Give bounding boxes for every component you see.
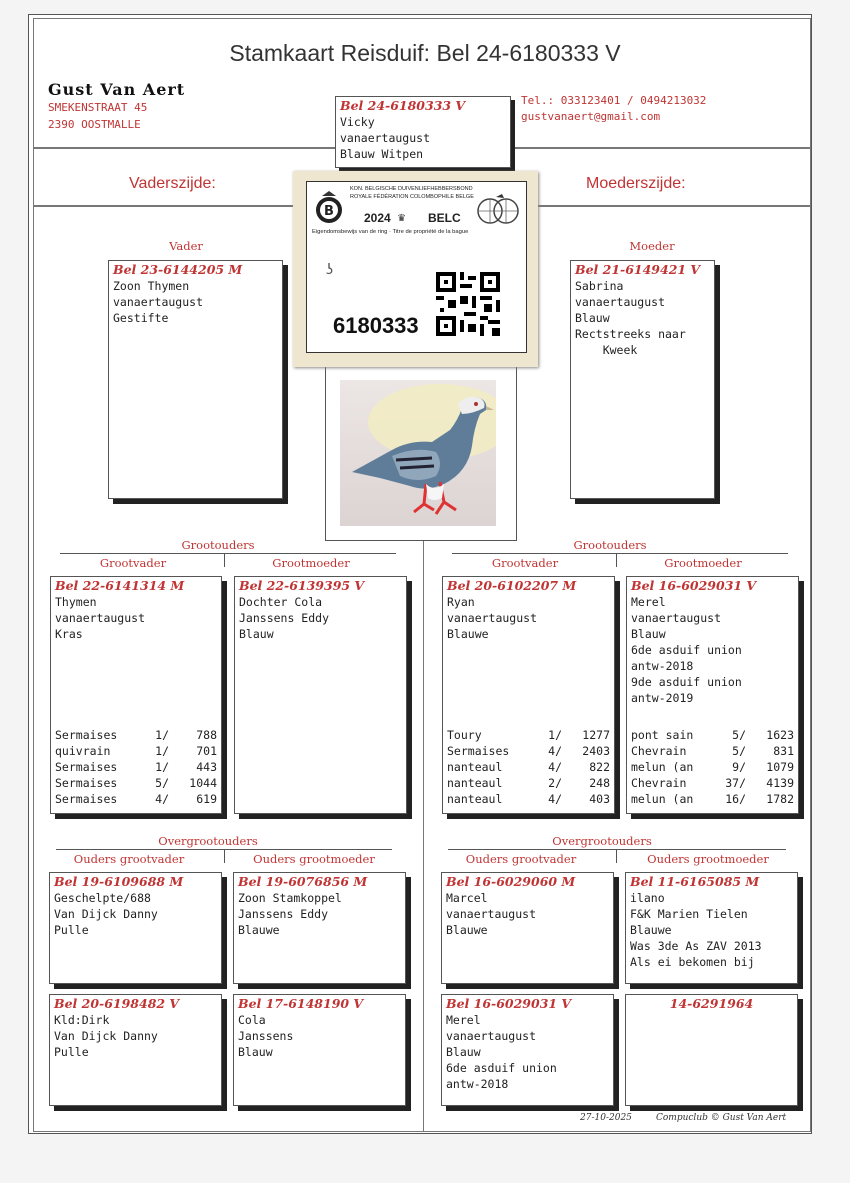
label-ouders-gm-father: Ouders grootmoeder [253,852,375,866]
pigeon-info-line: Vicky [340,115,375,129]
result-count: 619 [196,792,217,806]
great-grandparent-card-fff [49,872,222,984]
result-position: 16/ [725,792,746,806]
page-title: Stamkaart Reisduif: Bel 24-6180333 V [229,40,621,66]
results-list [631,727,794,807]
info-line: Als ei bekomen bij [630,955,755,969]
underline-gp-mother [452,553,788,554]
info-line: Sabrina [575,279,624,293]
info-line: Rectstreeks naar [575,327,686,341]
pigeon-info [336,114,510,162]
result-position: 5/ [732,728,746,742]
label-grootvader-father: Grootvader [99,556,167,570]
result-row [447,775,610,791]
result-count: 248 [589,776,610,790]
result-position: 4/ [155,792,169,806]
info-line: vanaertaugust [446,907,537,921]
results-list [447,727,610,807]
info-line: 9de asduif union [631,675,742,689]
info-line: Thymen [55,595,97,609]
great-grandparent-card-fmm [233,994,406,1106]
cert-number: 6180333 [333,313,419,338]
result-place: Sermaises [55,728,118,742]
footer-credit: Compuclub © Gust Van Aert [656,1113,787,1123]
info-line: Blauw [631,627,666,641]
footer-date: 27-10-2025 [580,1113,632,1123]
owner-street: SMEKENSTRAAT 45 [48,101,148,114]
result-count: 2403 [582,744,610,758]
result-position: 4/ [548,792,562,806]
owner-email: gustvanaert@gmail.com [521,110,661,123]
label-overgrootouders-mother: Overgrootouders [552,834,652,848]
cert-code: BELC [428,211,461,225]
info-line: vanaertaugust [631,611,722,625]
info-line: antw-2019 [631,691,694,705]
info-line: vanaertaugust [446,1029,537,1043]
father-side-label: Vaderszijde: [129,175,216,192]
info-line: 6de asduif union [446,1061,557,1075]
result-count: 701 [196,744,217,758]
ring-number: Bel 16-6029060 M [446,874,576,889]
result-count: 1782 [766,792,794,806]
info-line: vanaertaugust [113,295,204,309]
owner-name: Gust Van Aert [48,80,186,99]
ring-number: Bel 19-6076856 M [238,874,368,889]
info-line: 6de asduif union [631,643,742,657]
label-ouders-gv-father: Ouders grootvader [73,852,185,866]
label-ouders-gv-mother: Ouders grootvader [465,852,577,866]
result-row [447,791,610,807]
underline-gp-father [60,553,396,554]
result-row [631,775,794,791]
great-grandparent-card-ffm [233,872,406,984]
label-grootmoeder-mother: Grootmoeder [664,556,742,570]
info-line: Gestifte [113,311,169,325]
grandparent-card-fm [234,576,407,814]
label-grootouders-father: Grootouders [181,538,255,552]
info-line: Blauw [238,1045,273,1059]
divider-gp-father [224,553,225,567]
pigeon-card [335,96,511,168]
result-position: 1/ [155,728,169,742]
result-position: 4/ [548,760,562,774]
result-row [55,759,217,775]
result-row [447,743,610,759]
result-row [55,743,217,759]
crown-icon: ♛ [398,210,406,224]
result-place: nanteaul [447,792,503,806]
info-line: Blauwe [238,923,280,937]
result-place: quivrain [55,744,111,758]
result-place: melun (an [631,760,694,774]
great-grandparent-card-mmm [625,994,798,1106]
info-line: Janssens Eddy [239,611,330,625]
result-row [631,743,794,759]
great-grandparent-card-mff [441,872,614,984]
result-position: 9/ [732,760,746,774]
ring-number: Bel 17-6148190 V [238,996,364,1011]
result-row [447,727,610,743]
info-line: F&K Marien Tielen [630,907,748,921]
info-line: vanaertaugust [447,611,538,625]
info-line: Was 3de As ZAV 2013 [630,939,762,953]
result-count: 1044 [189,776,217,790]
info-line: Van Dijck Danny [54,1029,158,1043]
info-line: Blauwe [446,923,488,937]
result-count: 443 [196,760,217,774]
result-count: 822 [589,760,610,774]
result-position: 2/ [548,776,562,790]
federation-logo-icon [312,190,346,230]
ring-number: Bel 19-6109688 M [54,874,184,889]
result-place: Chevrain [631,776,687,790]
result-place: nanteaul [447,760,503,774]
info-line: ilano [630,891,665,905]
result-count: 831 [773,744,794,758]
cert-org-line2: ROYALE FÉDÉRATION COLOMBOPHILE BELGE [350,194,474,200]
ring-number: Bel 22-6141314 M [55,578,185,593]
ring-number: Bel 16-6029031 V [446,996,572,1011]
results-list [55,727,217,807]
cert-org-line1: KON. BELGISCHE DUIVENLIEFHEBBERSBOND [350,186,473,192]
pigeon-info-line: vanaertaugust [340,131,431,145]
result-count: 4139 [766,776,794,790]
ring-number: Bel 20-6198482 V [54,996,180,1011]
hologram-icon: ʖ [326,262,334,278]
mother-side-label: Moederszijde: [586,175,686,192]
info-line: Geschelpte/688 [54,891,151,905]
info-line: Ryan [447,595,475,609]
result-place: Toury [447,728,482,742]
result-row [631,727,794,743]
info-line: Blauwe [447,627,489,641]
result-place: pont sain [631,728,694,742]
info-line: antw-2018 [446,1077,509,1091]
info-line: Zoon Stamkoppel [238,891,342,905]
result-position: 4/ [548,744,562,758]
result-row [631,759,794,775]
cert-year: 2024 [364,211,391,225]
info-line: Kras [55,627,83,641]
info-line: Kld:Dirk [54,1013,110,1027]
owner-city: 2390 OOSTMALLE [48,118,141,131]
result-position: 5/ [732,744,746,758]
ring-number: Bel 16-6029031 V [631,578,757,593]
result-position: 1/ [548,728,562,742]
grandparent-card-ff [50,576,222,814]
label-ouders-gm-mother: Ouders grootmoeder [647,852,769,866]
result-count: 788 [196,728,217,742]
result-count: 1079 [766,760,794,774]
result-row [55,727,217,743]
pigeon-ring: Bel 24-6180333 V [340,98,466,113]
ring-number: Bel 20-6102207 M [447,578,577,593]
great-grandparent-card-mmf [441,994,614,1106]
ring-number: Bel 21-6149421 V [575,262,701,277]
result-position: 5/ [155,776,169,790]
info-line: Cola [238,1013,266,1027]
label-moeder: Moeder [629,239,675,253]
result-row [55,791,217,807]
result-row [631,791,794,807]
ring-number: Bel 22-6139395 V [239,578,365,593]
label-grootvader-mother: Grootvader [491,556,559,570]
divider-gp-mother [616,553,617,567]
pigeon-info-line: Blauw Witpen [340,147,424,161]
ring-number: 14-6291964 [669,996,754,1011]
great-grandparent-card-fmf [49,994,222,1106]
father-card [108,260,283,499]
svg-text:B: B [324,204,334,219]
info-line: vanaertaugust [55,611,146,625]
divider-ggp-mother [616,849,617,863]
ring-number: Bel 23-6144205 M [113,262,243,277]
grandparent-card-mf [442,576,615,814]
mother-card [570,260,715,499]
result-count: 1277 [582,728,610,742]
info-line: Zoon Thymen [113,279,190,293]
label-overgrootouders-father: Overgrootouders [158,834,258,848]
result-place: Sermaises [55,776,118,790]
info-line: vanaertaugust [575,295,666,309]
label-grootmoeder-father: Grootmoeder [272,556,350,570]
info-line: antw-2018 [631,659,694,673]
info-line: Kweek [575,343,638,357]
result-position: 37/ [725,776,746,790]
result-place: Sermaises [55,760,118,774]
info-line: Janssens [238,1029,294,1043]
globe-logo-icon [474,193,522,229]
info-line: Pulle [54,1045,89,1059]
ring-number: Bel 11-6165085 M [630,874,760,889]
info-line: Merel [631,595,666,609]
result-row [55,775,217,791]
info-line: Blauw [239,627,274,641]
info-line: Pulle [54,923,89,937]
underline-ggp-mother [448,849,786,850]
label-vader: Vader [169,239,203,253]
result-place: Chevrain [631,744,687,758]
cert-subtitle: Eigendomsbewijs van de ring · Titre de propriété de la bague [312,229,469,235]
info-line: Blauwe [630,923,672,937]
info-line: Dochter Cola [239,595,323,609]
owner-phone: Tel.: 033123401 / 0494213032 [521,94,707,107]
label-grootouders-mother: Grootouders [573,538,647,552]
result-position: 1/ [155,744,169,758]
info-line: Van Dijck Danny [54,907,158,921]
result-count: 403 [589,792,610,806]
divider-ggp-father [224,849,225,863]
info-line: Janssens Eddy [238,907,329,921]
result-count: 1623 [766,728,794,742]
info-line: Merel [446,1013,481,1027]
great-grandparent-card-mfm [625,872,798,984]
result-place: Sermaises [447,744,510,758]
result-place: Sermaises [55,792,118,806]
result-place: melun (an [631,792,694,806]
result-place: nanteaul [447,776,503,790]
info-line: Marcel [446,891,488,905]
result-position: 1/ [155,760,169,774]
info-line: Blauw [446,1045,481,1059]
info-line: Blauw [575,311,610,325]
qr-code-icon [436,272,500,340]
result-row [447,759,610,775]
pigeon-photo [340,380,496,526]
grandparent-card-mm [626,576,799,814]
